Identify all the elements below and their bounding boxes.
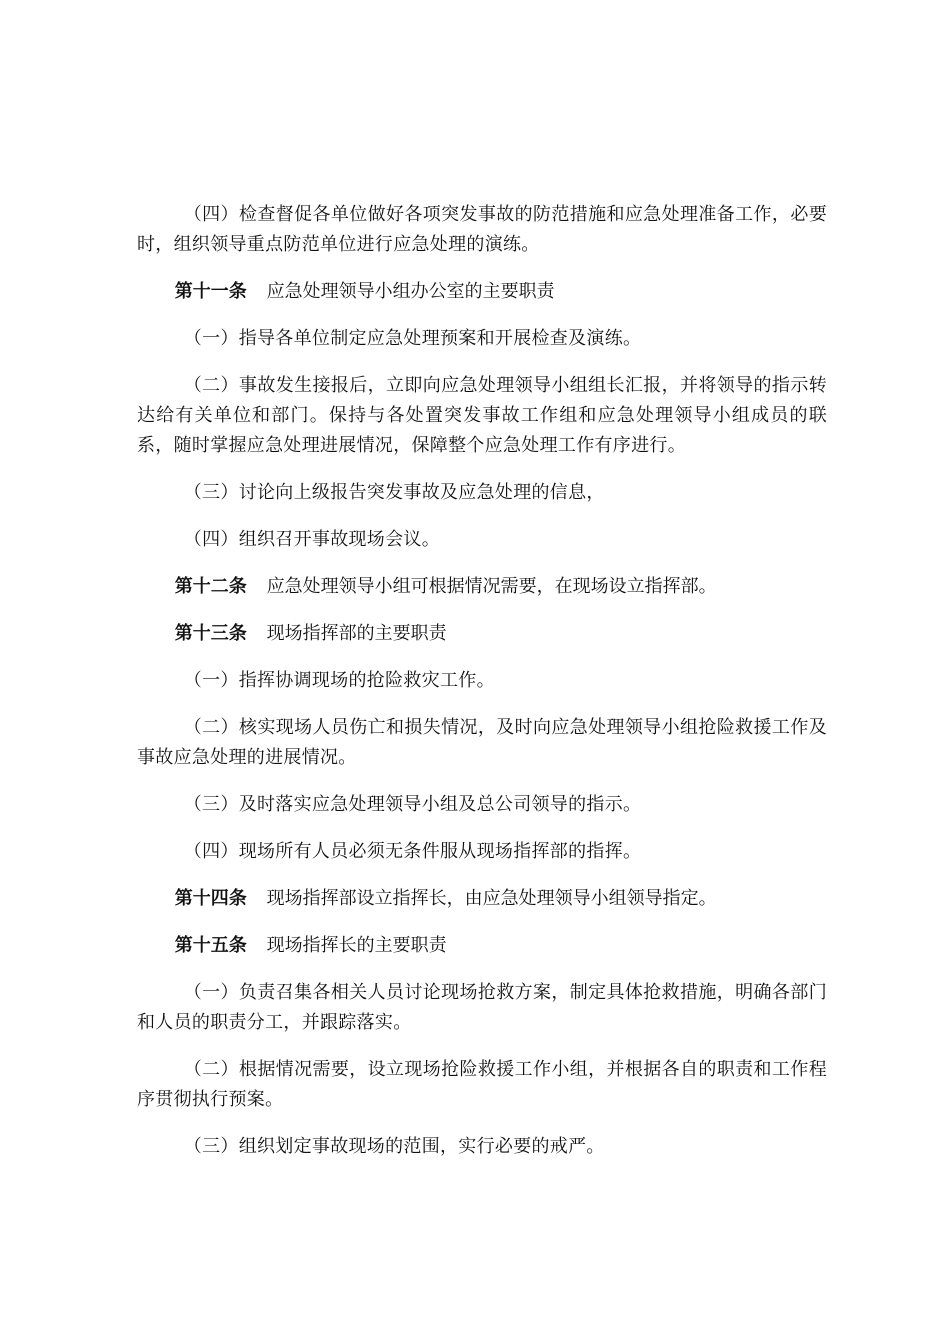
article-number: 第十二条 <box>174 576 247 597</box>
article-number: 第十三条 <box>174 623 247 644</box>
paragraph: （一）指挥协调现场的抢险救灾工作。 <box>183 670 495 691</box>
paragraph: （四）组织召开事故现场会议。 <box>183 529 440 550</box>
article-number: 第十一条 <box>174 281 247 302</box>
article-text: 现场指挥长的主要职责 <box>266 935 447 956</box>
paragraph: （四）现场所有人员必须无条件服从现场指挥部的指挥。 <box>183 841 642 862</box>
article-text: 应急处理领导小组办公室的主要职责 <box>266 281 555 302</box>
paragraph: （二）根据情况需要，设立现场抢险救援工作小组，并根据各自的职责和工作程序贯彻执行预案。 <box>137 1059 827 1110</box>
paragraph: （三）及时落实应急处理领导小组及总公司领导的指示。 <box>183 794 642 815</box>
document-page <box>137 200 827 1179</box>
article-number: 第十四条 <box>174 888 247 909</box>
article-number: 第十五条 <box>174 935 247 956</box>
article-text: 现场指挥部的主要职责 <box>266 623 447 644</box>
article-heading <box>137 572 827 602</box>
paragraph: （二）事故发生接报后，立即向应急处理领导小组组长汇报，并将领导的指示转达给有关单位和部门。保持与各处置突发事故工作组和应急处理领导小组成员的联系，随时掌握应急处理进展情况，保障整个应急处理工作有序进行。 <box>137 375 827 456</box>
paragraph: （三）讨论向上级报告突发事故及应急处理的信息， <box>183 482 605 503</box>
article-heading <box>137 931 827 961</box>
paragraph: （三）组织划定事故现场的范围，实行必要的戒严。 <box>183 1136 605 1157</box>
paragraph: （一）指导各单位制定应急处理预案和开展检查及演练。 <box>183 328 642 349</box>
article-text: 应急处理领导小组可根据情况需要，在现场设立指挥部。 <box>266 576 717 597</box>
paragraph: （四）检查督促各单位做好各项突发事故的防范措施和应急处理准备工作，必要时，组织领导重点防范单位进行应急处理的演练。 <box>137 204 827 255</box>
paragraph: （二）核实现场人员伤亡和损失情况，及时向应急处理领导小组抢险救援工作及事故应急处理的进展情况。 <box>137 717 827 768</box>
article-heading <box>137 884 827 914</box>
article-text: 现场指挥部设立指挥长，由应急处理领导小组领导指定。 <box>266 888 717 909</box>
article-heading <box>137 619 827 649</box>
paragraph: （一）负责召集各相关人员讨论现场抢救方案，制定具体抢救措施，明确各部门和人员的职责分工，并跟踪落实。 <box>137 982 827 1033</box>
article-heading <box>137 277 827 307</box>
